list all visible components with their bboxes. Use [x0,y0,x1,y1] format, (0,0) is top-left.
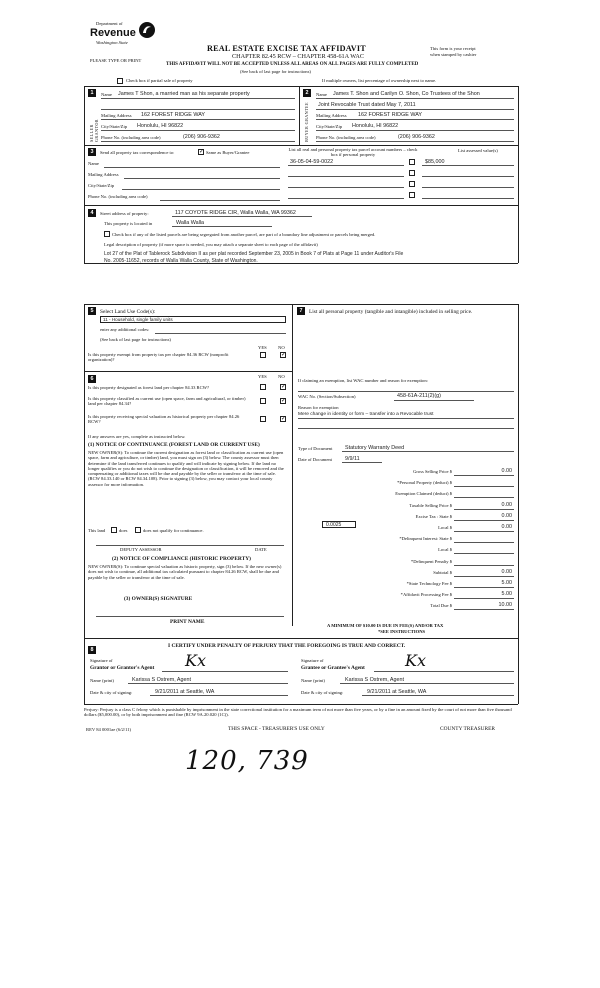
doc-type-label: Type of Document [298,446,333,451]
exempt-yes-checkbox[interactable] [260,352,266,358]
s6-yes-header: YES [258,374,267,379]
section-5-number: 5 [88,307,96,315]
tax-row-line [454,531,514,532]
legal-description-line-1[interactable]: Lot 27 of the Plat of Tablerock Subdivision II as per plat recorded September 23, 2005 in Book 7 of Plats at Page 11 under Auditor's File [104,251,404,257]
grantor-signature[interactable]: Kx [185,651,206,670]
tax-row-line [454,576,514,577]
current-use-yes-checkbox[interactable] [260,398,266,404]
exempt-question: Is this property exempt from property tax per chapter 84.36 RCW (nonprofit organization)? [88,352,229,363]
dept-revenue: Revenue [90,27,136,39]
additional-codes-label: enter any additional codes: [100,327,150,332]
grantee-signature[interactable]: Kx [405,651,426,670]
buyer-name-value-2[interactable]: Joint Revocable Trust dated May 7, 2011 [318,102,416,108]
local-rate-field[interactable] [322,521,356,528]
buyer-phone-label: Phone No. (including area code) [316,135,376,140]
grantor-date-label: Date & city of signing: [90,690,133,695]
minimum-due-note: A MINIMUM OF $10.00 IS DUE IN FEE(S) AND/OR TAX [327,623,444,628]
notice-continuance-title: (1) NOTICE OF CONTINUANCE (FOREST LAND OR CURRENT USE) [88,442,260,448]
segregated-parcel-checkbox[interactable] [104,231,110,237]
does-not-qualify-checkbox[interactable] [135,527,141,533]
buyer-name-value[interactable]: James T. Shon and Carilyn O. Shon, Co Trustees of the Shon [333,91,480,97]
tax-row-line [454,520,514,521]
tax-row-line [454,598,514,599]
land-use-code-field[interactable] [100,316,286,323]
notice-compliance-title: (2) NOTICE OF COMPLIANCE (HISTORIC PROPERTY) [112,556,251,562]
does-label: does [119,528,128,533]
doc-date-label: Date of Document [298,457,332,462]
grantee-sig-label-2: Grantee or Grantee's Agent [301,665,365,671]
wac-value[interactable]: 458-61A-211(2)(g) [397,393,441,399]
county-treasurer: COUNTY TREASURER [440,726,495,732]
exempt-no-checkbox[interactable] [280,352,286,358]
seller-name-label: Name [101,92,112,97]
corr-name-label: Name [88,161,99,166]
located-in-value[interactable]: Walla Walla [176,220,205,226]
notice-compliance-body: NEW OWNER(S): To continue special valuation as historic property, sign (3) below. If the new owner(s) does not wish to continue, all additional tax calculated pursuant to chapter 84.26 RCW, shall be due and payable by the seller or transferor at the time of sale. [88,564,282,580]
multiple-owners-note: If multiple owners, list percentage of ownership next to name. [322,78,437,83]
section-7-number: 7 [297,307,305,315]
personal-property-list-label: List all personal property (tangible and intangible) included in selling price. [309,309,473,315]
forest-land-question: Is this property designated as forest land per chapter 84.33 RCW? [88,385,210,390]
seller-city-value[interactable]: Honolulu, HI 96822 [137,123,184,129]
personal-property-checkbox-2[interactable] [409,170,415,176]
buyer-side-label: BUYER GRANTEE [304,102,309,142]
tax-row-label: *Delinquent Penalty $ [410,559,452,564]
buyer-city-value[interactable]: Honolulu, HI 96822 [352,123,399,129]
partial-sale-label: Check box if partial sale of property [126,78,193,83]
handwritten-number: 120, 739 [185,746,309,776]
tax-row-value[interactable]: 0.00 [501,468,512,474]
deputy-assessor-label: DEPUTY ASSESSOR [120,547,162,552]
tax-row-line [454,609,514,610]
tax-row-value[interactable]: 5.00 [501,580,512,586]
grantee-name-label: Name (print) [301,678,325,683]
perjury-statement: Perjury: Perjury is a class C felony which is punishable by imprisonment in the state correctional institution for a maximum term of not more than five years, or by a fine in an amount fixed by the court of not more than five thousand dollars ($5,000.00), or by both imprisonment and fine (RCW 9A.20.020 (1C)). [84,707,512,718]
tax-row-label: Gross Selling Price $ [413,469,452,474]
s5-no-header: NO [278,345,285,350]
s5-yes-header: YES [258,345,267,350]
dor-emblem-icon [138,21,156,39]
please-type: PLEASE TYPE OR PRINT [90,58,142,63]
receipt-note-2: when stamped by cashier [430,52,477,57]
seller-phone-value[interactable]: (206) 906-9362 [183,134,220,140]
seller-phone-label: Phone No. (including area code) [101,135,161,140]
historic-question: Is this property receiving special valuation as historical property per chapter 84.26 RCW? [88,414,240,425]
historic-no-checkbox[interactable] [280,416,286,422]
grantee-date-value[interactable]: 9/21/2011 at Seattle, WA [367,689,427,695]
seller-mailing-value[interactable]: 162 FOREST RIDGE WAY [141,112,206,118]
doc-type-value[interactable]: Statutory Warranty Deed [345,445,405,451]
tax-row-label: Subtotal $ [433,570,452,575]
tax-row-label: Local $ [438,547,452,552]
tax-row-value[interactable]: 0.00 [501,502,512,508]
form-subtitle: CHAPTER 82.45 RCW – CHAPTER 458-61A WAC [232,53,364,60]
form-title: REAL ESTATE EXCISE TAX AFFIDAVIT [207,44,366,53]
grantor-name-value[interactable]: Karissa S Ostrem, Agent [132,677,192,683]
assessed-header: List assessed value(s) [458,148,498,153]
treasurer-use-only: THIS SPACE - TREASURER'S USE ONLY [228,726,325,732]
reason-value[interactable]: Mere change in identity or form – transfer into a Revocable trust [298,412,434,417]
exemption-claim-label: If claiming an exemption, list WAC number and reason for exemption: [298,378,428,383]
tax-row-label: Exemption Claimed (deduct) $ [395,491,452,496]
tax-row-line [454,486,514,487]
owner-signature-label: (3) OWNER(S) SIGNATURE [124,596,193,602]
see-instructions-note: *SEE INSTRUCTIONS [378,629,426,634]
section-1-number: 1 [88,89,96,97]
corr-phone-label: Phone No. (including area code) [88,194,148,199]
s6-no-header: NO [278,374,285,379]
tax-row-label: *State Technology Fee $ [406,581,452,586]
buyer-mailing-label: Mailing Address [316,113,347,118]
assessed-value[interactable]: $85,000 [425,159,445,165]
grantor-sig-label-2: Grantor or Grantor's Agent [90,665,155,671]
current-use-no-checkbox[interactable] [280,398,286,404]
land-use-label: Select Land Use Code(s): [100,309,156,315]
dor-logo [90,20,160,52]
tax-row-label: Excise Tax : State $ [415,514,452,519]
tax-row-label: Total Due $ [430,603,452,608]
tax-row-line [454,497,514,498]
tax-row-line [454,565,514,566]
buyer-name-label: Name [316,92,327,97]
section-2-number: 2 [303,89,311,97]
forest-no-checkbox[interactable] [280,384,286,390]
current-use-question: Is this property classified as current use (open space, farm and agricultural, or timber) land per chapter 84.34? [88,396,246,407]
dept-state: Washington State [96,40,128,45]
see-back-header: (See back of last page for instructions) [240,69,311,74]
tax-row-label: Local $ [438,525,452,530]
seller-name-value[interactable]: James T Shon, a married man as his separate property [118,91,250,97]
dept-line1: Department of [96,21,123,26]
partial-sale-checkbox[interactable] [117,78,123,84]
historic-yes-checkbox[interactable] [260,416,266,422]
deputy-date-label: DATE [255,547,267,552]
grantor-date-value[interactable]: 9/21/2011 at Seattle, WA [155,689,215,695]
legal-description-label: Legal description of property (if more space is needed, you may attach a separate sheet to each page of the affidavit) [104,242,318,247]
reason-label: Reason for exemption [298,405,339,410]
personal-property-checkbox-4[interactable] [409,192,415,198]
grantee-date-label: Date & city of signing: [301,690,344,695]
grantor-name-label: Name (print) [90,678,114,683]
tax-row-value[interactable]: 10.00 [498,602,512,608]
tax-row-line [454,475,514,476]
corr-mailing-label: Mailing Address [88,172,119,177]
buyer-city-label: City/State/Zip [316,124,343,129]
print-name-label: PRINT NAME [170,619,205,625]
buyer-mailing-value[interactable]: 162 FOREST RIDGE WAY [358,112,423,118]
personal-property-checkbox-3[interactable] [409,181,415,187]
tax-row-value[interactable]: 5.00 [501,591,512,597]
section-4-number: 4 [88,209,96,217]
tax-row-value[interactable]: 0.00 [501,524,512,530]
grantee-name-value[interactable]: Karissa S Ostrem, Agent [345,677,405,683]
this-land-label: This land [88,528,106,533]
parcel-header: List all real and personal property tax parcel account numbers – check box if personal property [288,147,418,158]
seller-side-label: SELLER GRANTOR [89,119,99,142]
if-yes-note: If any answers are yes, complete as instructed below. [88,434,186,439]
tax-row-label: *Delinquent Interest: State $ [399,536,452,541]
segregated-parcel-label: Check box if any of the listed parcels are being segregated from another parcel, are part of a boundary line adjustment or parcels being merged. [112,232,376,237]
tax-row-label: *Personal Property (deduct) $ [397,480,452,485]
seller-mailing-label: Mailing Address [101,113,132,118]
certify-statement: I CERTIFY UNDER PENALTY OF PERJURY THAT THE FOREGOING IS TRUE AND CORRECT. [168,643,406,649]
grantee-sig-label-1: Signature of [301,658,324,663]
section-3-number: 3 [88,148,96,156]
land-use-see-back: (See back of last page for instructions) [100,337,171,342]
tax-row-line [454,509,514,510]
personal-property-checkbox-1[interactable] [409,159,415,165]
does-not-label: does not qualify for continuance. [143,528,204,533]
tax-row-line [454,587,514,588]
receipt-note-1: This form is your receipt [430,46,476,51]
buyer-phone-value[interactable]: (206) 906-9362 [398,134,435,140]
seller-city-label: City/State/Zip [101,124,128,129]
tax-row-line [454,553,514,554]
tax-row-value[interactable]: 0.00 [501,513,512,519]
doc-date-value[interactable]: 9/9/11 [345,456,360,462]
tax-row-label: Taxable Selling Price $ [409,503,452,508]
section-8-number: 8 [88,646,96,654]
tax-row-line [454,542,514,543]
rev-number: REV 84 0001ae (6/2/11) [86,727,132,732]
tax-row-label: *Affidavit Processing Fee $ [400,592,452,597]
correspondence-label: Send all property tax correspondence to: [100,150,175,155]
grantor-sig-label-1: Signature of [90,658,113,663]
corr-city-label: City/State/Zip [88,183,115,188]
form-warning: THIS AFFIDAVIT WILL NOT BE ACCEPTED UNLESS ALL AREAS ON ALL PAGES ARE FULLY COMPLETED [166,62,419,67]
legal-description-line-2[interactable]: No. 2005-11652, records of Walla Walla County, State of Washington. [104,258,258,264]
notice-continuance-body: NEW OWNER(S): To continue the current designation as forest land or classification as current use (open space, farm and agriculture, or timber) land, you must sign on (3) below. The county assessor must then determine if the land transferred continues to qualify and will indicate by signing below. If the land no longer qualifies or you do not wish to continue the designation or classification, it will be removed and the compensating or additional taxes will be due and payable by the seller or transferor at the time of sale. (RCW 84.33.140 or RCW 84.34.108). Prior to signing (3) below, you may contact your local county assessor for more information. [88,450,284,487]
wac-label: WAC No. (Section/Subsection) [298,394,356,399]
tax-row-value[interactable]: 0.00 [501,569,512,575]
does-qualify-checkbox[interactable] [111,527,117,533]
street-address-label: Street address of property: [100,211,149,216]
local-rate-value: 0.0025 [326,522,342,528]
same-as-buyer-label: Same as Buyer/Grantee [206,150,250,155]
forest-yes-checkbox[interactable] [260,384,266,390]
located-in-label: This property is located in [104,221,153,226]
parcel-number-value[interactable]: 36-05-04-59-0022 [290,159,334,165]
street-address-value[interactable]: 117 COYOTE RIDGE CIR, Walla Walla, WA 99362 [175,210,296,216]
land-use-code-value: 11 - Household, single family units [103,317,173,322]
section-6-number: 6 [88,375,96,383]
same-as-buyer-checkbox[interactable] [198,149,204,155]
